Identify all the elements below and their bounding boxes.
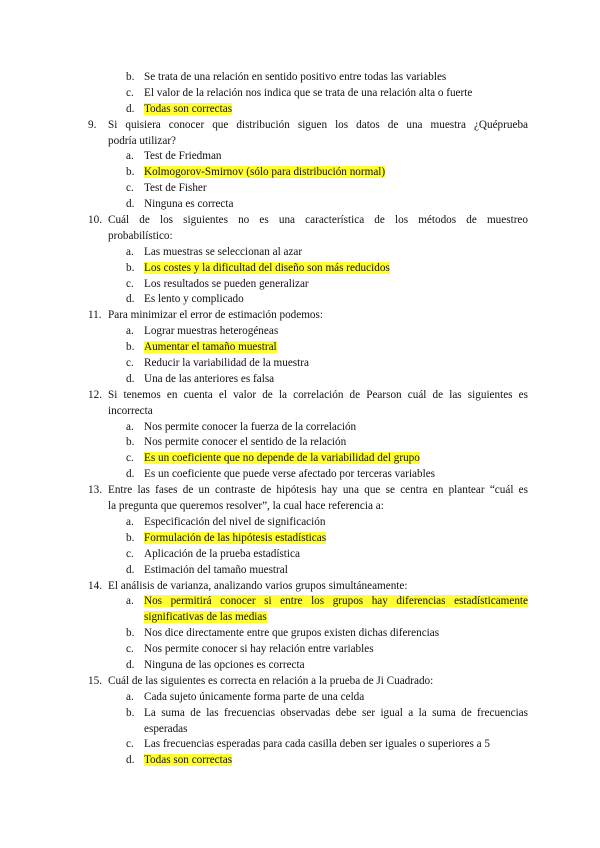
question-number: 11. <box>88 309 102 322</box>
option-letter: b. <box>126 71 135 83</box>
option-label: Especificación del nivel de significación <box>144 515 326 528</box>
option-item-continuation <box>88 722 528 738</box>
question-block <box>88 388 528 483</box>
option-text <box>144 451 528 467</box>
option-label: Cada sujeto únicamente forma parte de una celda <box>144 690 365 703</box>
option-letter: b. <box>126 341 135 354</box>
option-text <box>144 420 528 436</box>
option-label: El valor de la relación nos indica que se trata de una relación alta o fuerte <box>144 86 473 99</box>
option-letter: d. <box>126 754 135 767</box>
question-text: Cuál de las siguientes es correcta en relación a la prueba de Ji Cuadrado: <box>108 674 434 687</box>
question-line <box>88 134 528 150</box>
option-text <box>144 261 528 277</box>
option-letter: c. <box>126 277 134 290</box>
highlighted-answer: Los costes y la dificultad del diseño son más reducidos <box>144 261 390 274</box>
option-text <box>144 690 528 706</box>
option-label: Ninguna es correcta <box>144 198 234 211</box>
option-text-continuation <box>144 722 528 738</box>
option-letter: c. <box>126 357 134 370</box>
option-text <box>144 102 528 118</box>
option-label: esperadas <box>144 722 188 735</box>
option-item <box>88 515 528 531</box>
option-item <box>88 753 528 769</box>
highlighted-answer: Aumentar el tamaño muestral <box>144 341 277 354</box>
highlighted-answer: Formulación de las hipótesis estadísticas <box>144 531 327 544</box>
question-line <box>88 229 528 245</box>
option-letter: a. <box>126 420 134 433</box>
question-text: Para minimizar el error de estimación podemos: <box>108 309 323 322</box>
question-line <box>88 579 528 595</box>
question-line <box>88 118 528 134</box>
option-label: Las frecuencias esperadas para cada casilla deben ser iguales o superiores a 5 <box>144 738 491 751</box>
question-block <box>88 118 528 213</box>
question-number: 13. <box>88 484 102 497</box>
option-label: Aplicación de la prueba estadística <box>144 547 300 560</box>
option-item <box>88 292 528 308</box>
option-letter: c. <box>126 452 134 465</box>
option-item <box>88 547 528 563</box>
option-letter: a. <box>126 595 134 608</box>
option-label: Nos dice directamente entre que grupos existen dichas diferencias <box>144 627 440 640</box>
option-letter: b. <box>126 531 135 544</box>
option-item <box>88 340 528 356</box>
option-label: Test de Friedman <box>144 150 222 163</box>
option-item-continuation <box>88 610 528 626</box>
option-item <box>88 594 528 610</box>
option-text <box>144 340 528 356</box>
option-letter: a. <box>126 690 134 703</box>
option-letter: b. <box>126 436 135 449</box>
option-label: Nos permite conocer el sentido de la relación <box>144 436 347 449</box>
option-item <box>88 324 528 340</box>
option-item <box>88 563 528 579</box>
option-text-continuation <box>144 610 528 626</box>
option-letter: a. <box>126 515 134 528</box>
option-text <box>144 706 528 722</box>
option-letter: a. <box>126 325 134 338</box>
option-item <box>88 737 528 753</box>
option-letter: d. <box>126 293 135 306</box>
option-item <box>88 451 528 467</box>
question-number: 9. <box>88 118 97 131</box>
option-item <box>88 102 528 118</box>
option-letter: c. <box>126 86 134 99</box>
option-letter: d. <box>126 563 135 576</box>
question-line <box>88 674 528 690</box>
question-text: El análisis de varianza, analizando varios grupos simultáneamente: <box>108 579 408 592</box>
option-letter: a. <box>126 245 134 258</box>
option-item <box>88 261 528 277</box>
highlighted-answer: Todas son correctas <box>144 754 233 767</box>
option-item <box>88 626 528 642</box>
option-text <box>144 563 528 579</box>
option-text <box>144 626 528 642</box>
option-label: Se trata de una relación en sentido positivo entre todas las variables <box>144 71 447 83</box>
option-text <box>144 356 528 372</box>
option-text <box>144 642 528 658</box>
option-text <box>144 324 528 340</box>
option-item <box>88 420 528 436</box>
question-number: 12. <box>88 388 102 401</box>
option-text <box>144 594 528 610</box>
question-block <box>88 483 528 578</box>
option-text <box>144 245 528 261</box>
question-text: Si quisiera conocer que distribución siguen los datos de una muestra ¿Quéprueba <box>108 118 528 131</box>
option-text <box>144 547 528 563</box>
option-label: Nos permite conocer la fuerza de la correlación <box>144 420 357 433</box>
highlighted-answer: Todas son correctas <box>144 102 233 115</box>
option-item <box>88 197 528 213</box>
option-letter: c. <box>126 643 134 656</box>
option-label: Es un coeficiente que puede verse afectado por terceras variables <box>144 468 436 481</box>
option-label: La suma de las frecuencias observadas debe ser igual a la suma de frecuencias <box>144 706 528 719</box>
option-item <box>88 277 528 293</box>
question-block <box>88 674 528 769</box>
option-label: Lograr muestras heterogéneas <box>144 325 279 338</box>
highlighted-answer: Nos permitirá conocer si entre los grupos hay diferencias estadísticamente <box>144 595 528 608</box>
option-item <box>88 372 528 388</box>
option-letter: d. <box>126 102 135 115</box>
option-item <box>88 86 528 102</box>
question-text: la pregunta que queremos resolver”, la cual hace referencia a: <box>108 500 384 513</box>
question-text: probabilístico: <box>108 229 173 242</box>
option-label: Ninguna de las opciones es correcta <box>144 658 305 671</box>
option-text <box>144 181 528 197</box>
option-label: Estimación del tamaño muestral <box>144 563 288 576</box>
highlighted-answer: Kolmogorov-Smirnov (sólo para distribución normal) <box>144 166 386 179</box>
option-item <box>88 245 528 261</box>
option-letter: b. <box>126 166 135 179</box>
option-text <box>144 753 528 769</box>
option-text <box>144 531 528 547</box>
question-block <box>88 579 528 674</box>
option-letter: c. <box>126 547 134 560</box>
option-label: Es lento y complicado <box>144 293 244 306</box>
question-number: 15. <box>88 674 102 687</box>
option-label: Las muestras se seleccionan al azar <box>144 245 303 258</box>
question-line <box>88 388 528 404</box>
option-label: Nos permite conocer si hay relación entre variables <box>144 643 374 656</box>
option-letter: d. <box>126 468 135 481</box>
option-label: Los resultados se pueden generalizar <box>144 277 309 290</box>
option-letter: d. <box>126 658 135 671</box>
option-letter: a. <box>126 150 134 163</box>
option-text <box>144 435 528 451</box>
highlighted-answer: Es un coeficiente que no depende de la variabilidad del grupo <box>144 452 420 465</box>
question-text: incorrecta <box>108 404 153 417</box>
option-text <box>144 658 528 674</box>
option-item <box>88 658 528 674</box>
option-letter: c. <box>126 182 134 195</box>
option-item <box>88 642 528 658</box>
option-label: Reducir la variabilidad de la muestra <box>144 357 309 370</box>
option-text <box>144 737 528 753</box>
question-number: 14. <box>88 579 102 592</box>
question-line <box>88 213 528 229</box>
option-item <box>88 356 528 372</box>
option-letter: b. <box>126 706 135 719</box>
option-item <box>88 690 528 706</box>
option-text <box>144 292 528 308</box>
option-text <box>144 372 528 388</box>
option-text <box>144 86 528 102</box>
question-line <box>88 483 528 499</box>
question-list <box>88 70 528 769</box>
option-text <box>144 197 528 213</box>
option-item <box>88 70 528 86</box>
option-label: Una de las anteriores es falsa <box>144 372 275 385</box>
question-text: Cuál de los siguientes no es una característica de los métodos de muestreo <box>108 214 528 227</box>
question-block <box>88 213 528 308</box>
option-letter: b. <box>126 261 135 274</box>
highlighted-answer: significativas de las medias <box>144 611 267 624</box>
option-item <box>88 181 528 197</box>
option-item <box>88 467 528 483</box>
option-item <box>88 706 528 722</box>
option-text <box>144 70 528 86</box>
question-text: podría utilizar? <box>108 134 177 147</box>
option-text <box>144 165 528 181</box>
question-line <box>88 404 528 420</box>
option-label: Test de Fisher <box>144 182 207 195</box>
option-item <box>88 149 528 165</box>
question-text: Entre las fases de un contraste de hipótesis hay una que se centra en plantear “cuál es <box>108 484 528 497</box>
option-text <box>144 149 528 165</box>
option-text <box>144 277 528 293</box>
option-item <box>88 165 528 181</box>
option-letter: d. <box>126 372 135 385</box>
option-item <box>88 531 528 547</box>
option-letter: b. <box>126 627 135 640</box>
option-letter: d. <box>126 198 135 211</box>
option-text <box>144 467 528 483</box>
option-text <box>144 515 528 531</box>
option-letter: c. <box>126 738 134 751</box>
question-block <box>88 308 528 387</box>
question-line <box>88 499 528 515</box>
question-line <box>88 308 528 324</box>
question-text: Si tenemos en cuenta el valor de la correlación de Pearson cuál de las siguientes es <box>108 388 528 401</box>
question-number: 10. <box>88 214 102 227</box>
option-item <box>88 435 528 451</box>
